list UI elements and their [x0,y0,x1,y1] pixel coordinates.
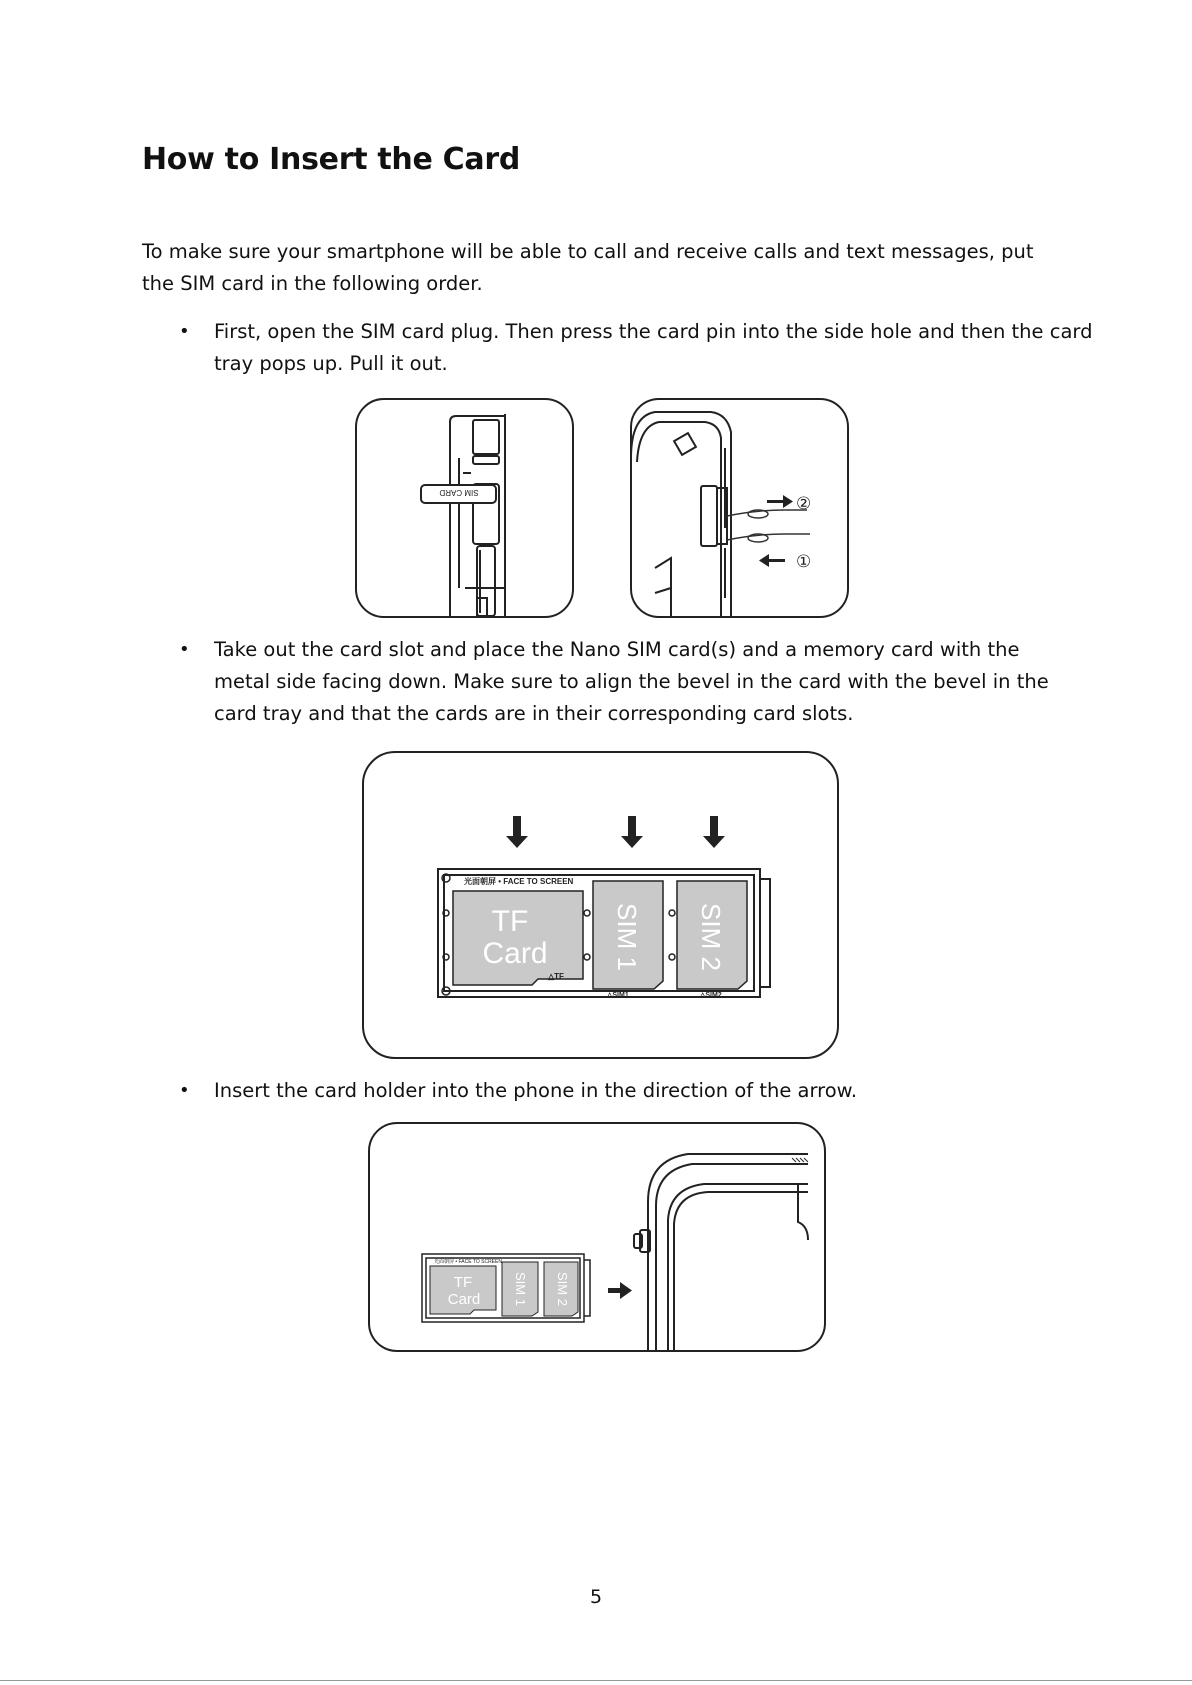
figure-insert-tray [368,1122,826,1353]
page-number: 5 [589,1586,603,1608]
sim1-label: SIM 1 [513,1272,528,1306]
tf-card-label-1: TF [453,1274,473,1291]
bullet-symbol: • [179,1080,190,1101]
bullet-text-1: First, open the SIM card plug. Then press the card pin into the side hole and then the card tray pops up. Pull it out. [214,320,1093,375]
panel-left-frame [356,399,573,617]
tf-mark: △TF [548,972,564,981]
step-1-label: ① [796,552,812,571]
bullet-text-2: Take out the card slot and place the Nano SIM card(s) and a memory card with the metal side facing down. Make sure to align the bevel in the card with the bevel in the card tray and that the cards are in their corresponding card slots. [214,638,1049,725]
sim2-mark: △SIM2 [700,992,722,999]
page-bottom-rule [0,1680,1192,1681]
sim1-label: SIM 1 [612,903,642,971]
tf-card-label-2: Card [447,1291,481,1308]
panel-right-frame [631,399,848,617]
figure-card-placement [362,751,839,1060]
tf-card-label-1: TF [491,905,529,938]
figure-eject-tray-drawing [355,398,850,620]
figure-card-placement-drawing [362,751,839,1060]
page-title: How to Insert the Card [142,142,520,177]
bullet-text-3: Insert the card holder into the phone in the direction of the arrow. [214,1079,858,1102]
sim2-label: SIM 2 [696,903,726,971]
tray-label: SIM CARD [439,488,479,497]
intro-paragraph: To make sure your smartphone will be able to call and receive calls and text messages, put the SIM card in the following order. [142,240,1034,295]
figure-insert-tray-drawing [368,1122,826,1353]
sim1-mark: △SIM1 [607,992,629,999]
bullet-symbol: • [179,639,190,660]
bullet-symbol: • [179,321,190,342]
sim-tray-pulled [421,485,496,503]
tf-card-label-2: Card [482,937,548,970]
tray-header: 光面朝屏 • FACE TO SCREEN [464,877,574,886]
step-2-label: ② [796,494,812,513]
sim2-label: SIM 2 [555,1272,570,1306]
figure-eject-tray [355,398,850,620]
tray-header: 光面朝屏 • FACE TO SCREEN [434,1259,502,1265]
